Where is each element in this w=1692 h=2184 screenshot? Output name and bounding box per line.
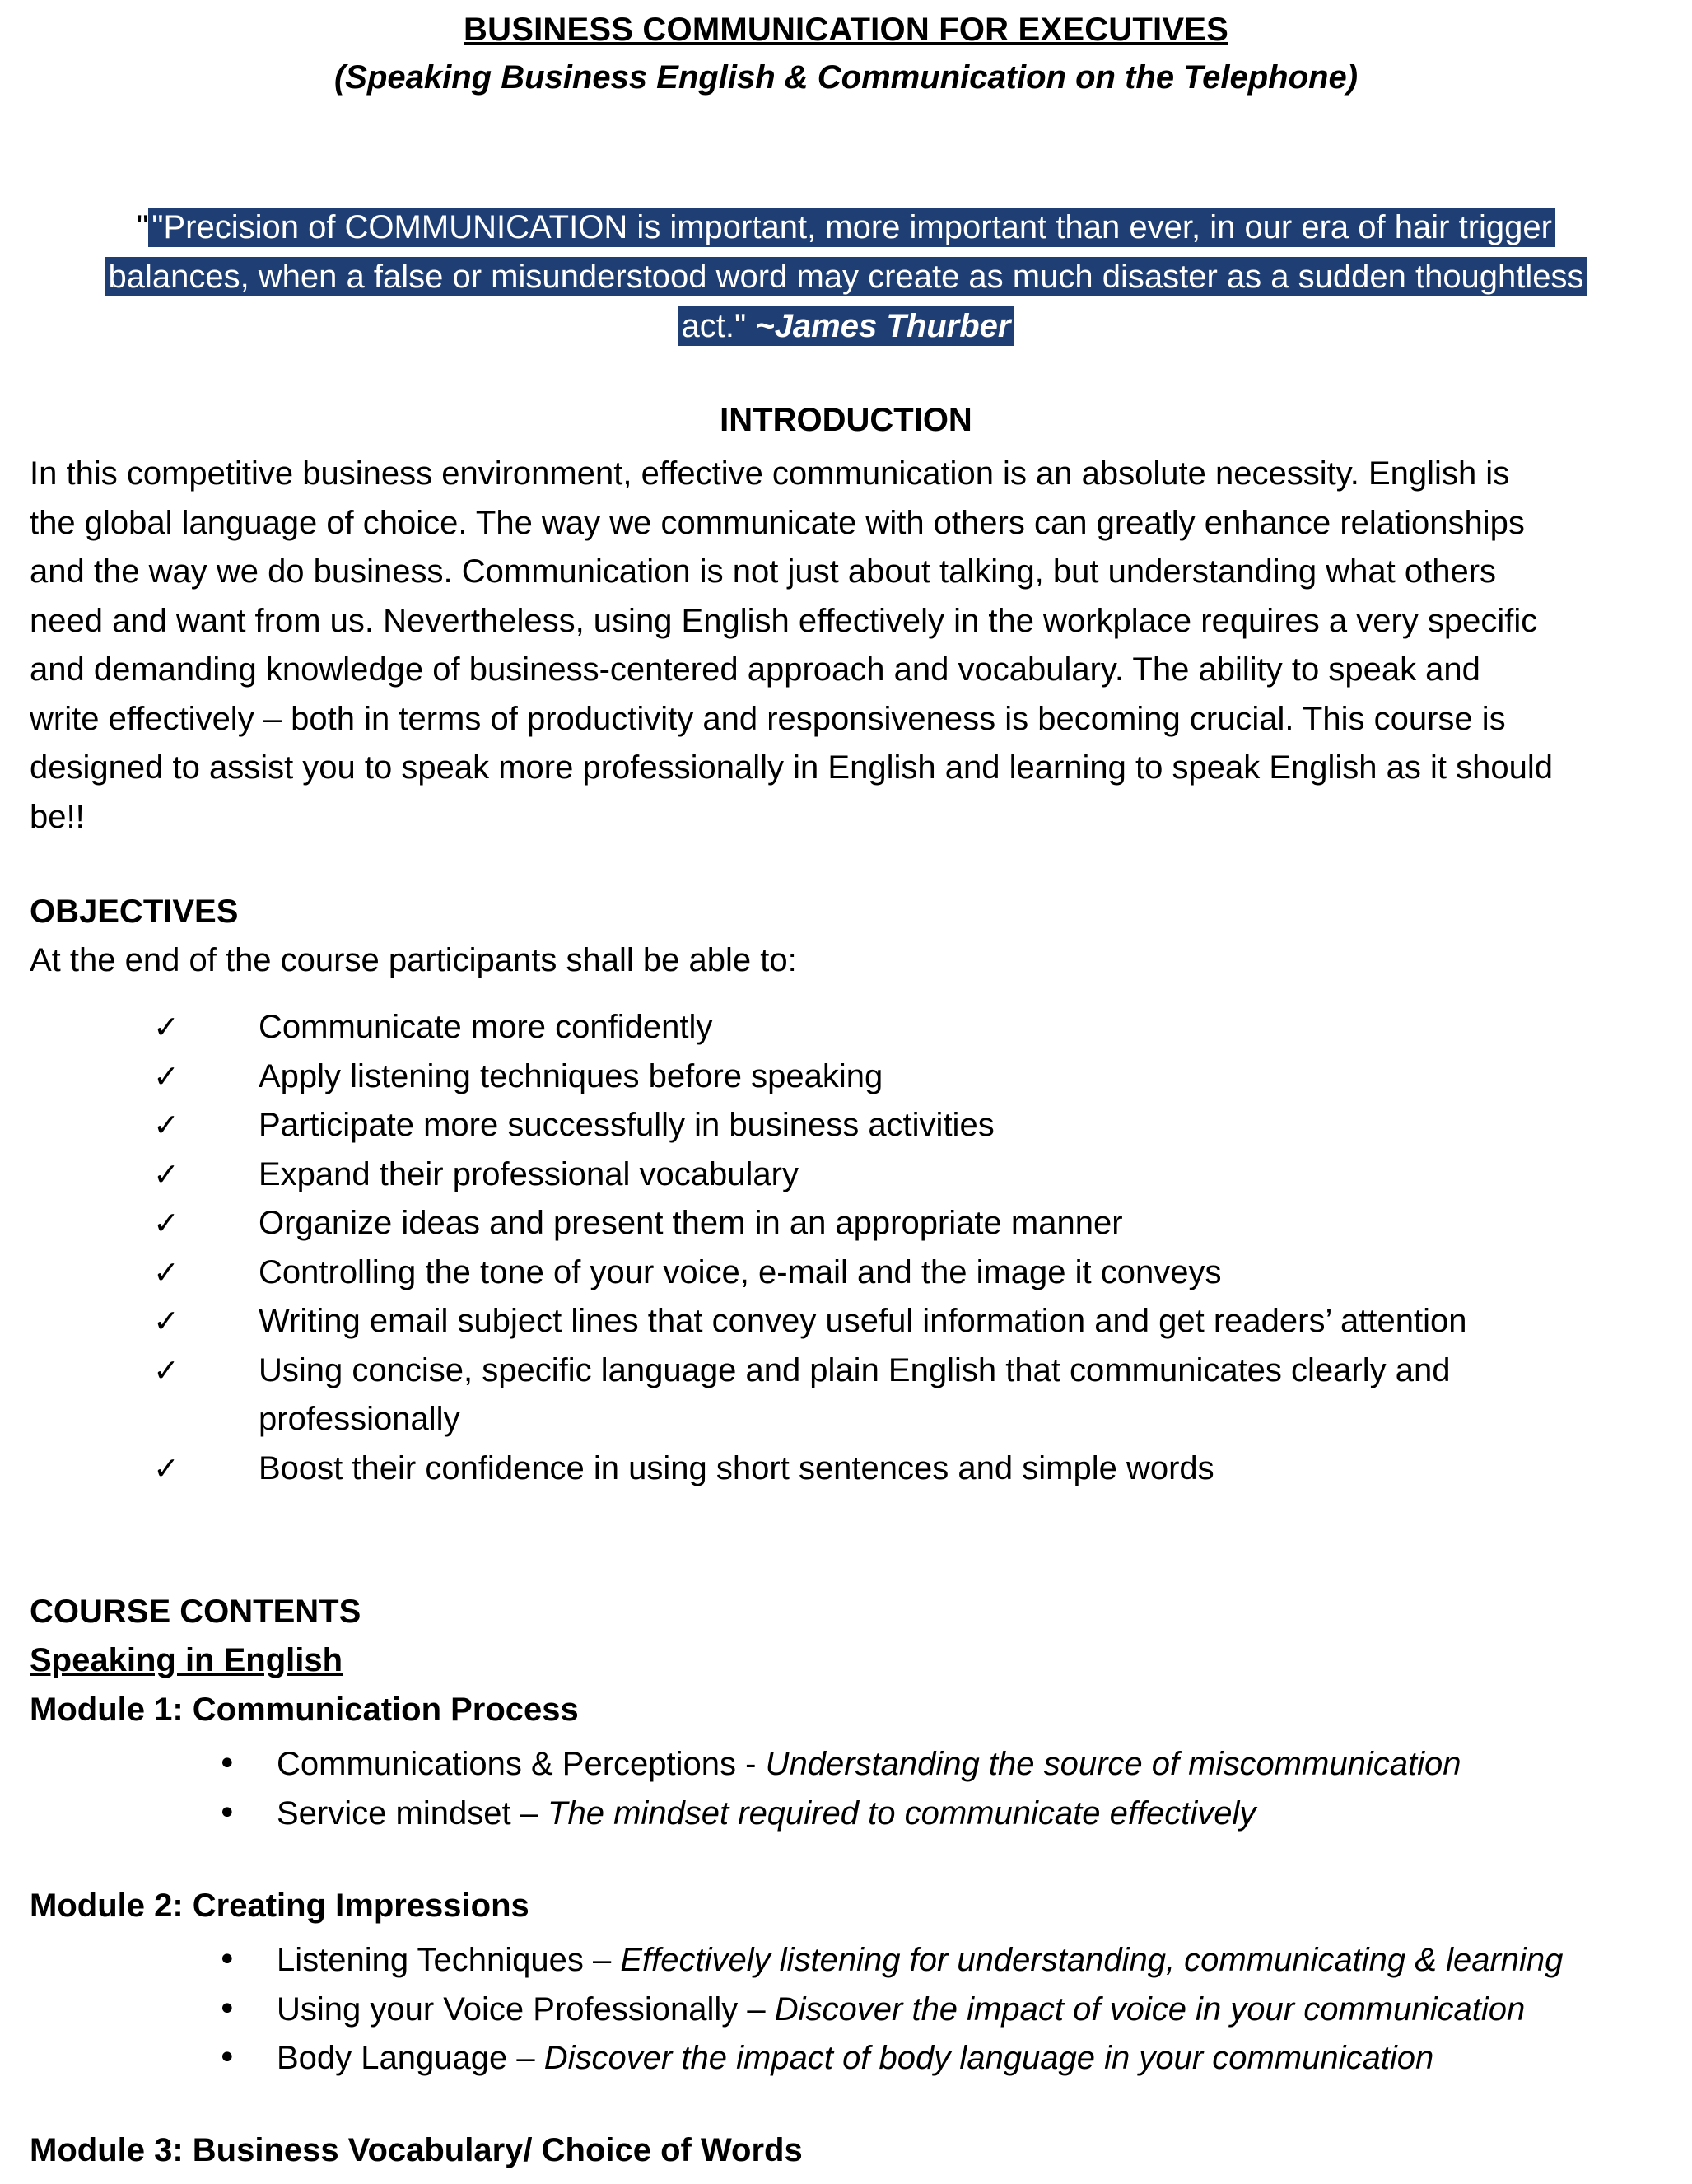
module-item-label: Using your Voice Professionally – xyxy=(277,1990,775,2028)
objective-text-continuation: professionally xyxy=(259,1401,460,1437)
module-item-text xyxy=(277,2034,1433,2084)
module-item-desc: Discover the impact of body language in your communication xyxy=(543,2040,1434,2076)
objective-item xyxy=(0,1248,1692,1298)
module-item-label: Body Language – xyxy=(277,2040,544,2076)
objectives-lead: At the end of the course participants shall be able to: xyxy=(30,942,797,978)
document-subtitle: (Speaking Business English & Communication on the Telephone) xyxy=(333,59,1359,96)
intro-line: write effectively – both in terms of productivity and responsiveness is becoming crucial. This course is xyxy=(30,700,1506,737)
objective-item xyxy=(0,1444,1692,1494)
module-item xyxy=(0,1986,1692,2035)
quote-text-1: "Precision of COMMUNICATION is important, more important than ever, in our era of hair trigger xyxy=(148,208,1555,247)
objective-text: Participate more successfully in business activities xyxy=(259,1107,995,1143)
quote-text-3 xyxy=(678,306,1014,346)
quote-line-2 xyxy=(0,252,1692,301)
quote-text-2: balances, when a false or misunderstood word may create as much disaster as a sudden thoughtless xyxy=(105,257,1587,296)
intro-line: the global language of choice. The way we communicate with others can greatly enhance relationships xyxy=(30,504,1525,541)
intro-line: and the way we do business. Communication is not just about talking, but understanding what others xyxy=(30,553,1497,590)
checkmark-icon: ✓ xyxy=(153,1449,179,1486)
objectives-list xyxy=(0,1003,1692,1493)
quote-line-3 xyxy=(0,301,1692,351)
module-item xyxy=(0,1790,1692,1839)
checkmark-icon: ✓ xyxy=(153,1303,179,1339)
checkmark-icon: ✓ xyxy=(153,1351,179,1388)
bullet-icon: • xyxy=(217,1745,237,1783)
objective-text: Apply listening techniques before speaking xyxy=(259,1057,883,1094)
intro-line: and demanding knowledge of business-centered approach and vocabulary. The ability to speak and xyxy=(30,651,1480,688)
introduction-paragraph xyxy=(30,450,1660,842)
quote-author: ~James Thurber xyxy=(755,308,1011,344)
module-item-desc: Understanding the source of miscommunication xyxy=(765,1746,1461,1782)
module-item-text xyxy=(277,1740,1461,1790)
checkmark-icon: ✓ xyxy=(153,1107,179,1143)
objective-text: Boost their confidence in using short sentences and simple words xyxy=(259,1449,1214,1486)
objective-text: Writing email subject lines that convey useful information and get readers’ attention xyxy=(259,1303,1467,1339)
objective-item xyxy=(0,1150,1692,1200)
intro-line: In this competitive business environment, effective communication is an absolute necessity. English is xyxy=(30,455,1510,492)
checkmark-icon: ✓ xyxy=(153,1253,179,1290)
objective-text xyxy=(259,1346,1450,1444)
module-1-list xyxy=(0,1740,1692,1838)
module-title: Module 2: Creating Impressions xyxy=(30,1888,529,1924)
intro-line: designed to assist you to speak more professionally in English and learning to speak English as it should xyxy=(30,749,1553,786)
module-title: Module 1: Communication Process xyxy=(30,1692,579,1728)
bullet-icon: • xyxy=(217,1794,237,1832)
quote-block xyxy=(0,203,1692,351)
quote-text-3-body: act." xyxy=(681,308,756,344)
intro-line: be!! xyxy=(30,798,85,835)
objective-item xyxy=(0,1052,1692,1102)
section-heading: Speaking in English xyxy=(30,1642,343,1678)
document-title: BUSINESS COMMUNICATION FOR EXECUTIVES xyxy=(464,12,1228,48)
objective-text: Controlling the tone of your voice, e-mail and the image it conveys xyxy=(259,1253,1222,1290)
objective-text: Organize ideas and present them in an appropriate manner xyxy=(259,1205,1123,1241)
checkmark-icon: ✓ xyxy=(153,1009,179,1045)
module-item-label: Communications & Perceptions - xyxy=(277,1746,766,1782)
quote-line-1 xyxy=(0,203,1692,252)
quote-lead-mark: " xyxy=(137,209,149,245)
objective-item xyxy=(0,1297,1692,1346)
intro-line: need and want from us. Nevertheless, using English effectively in the workplace requires a very specific xyxy=(30,602,1538,639)
objective-item xyxy=(0,1199,1692,1248)
module-item-text xyxy=(277,1790,1256,1839)
module-item-label: Listening Techniques – xyxy=(277,1942,621,1978)
module-item-desc: The mindset required to communicate effectively xyxy=(548,1794,1256,1832)
module-item xyxy=(0,1936,1692,1986)
bullet-icon: • xyxy=(217,1941,237,1979)
module-item-label: Service mindset – xyxy=(277,1794,548,1832)
module-item-text xyxy=(277,1936,1563,1986)
module-2-list xyxy=(0,1936,1692,2084)
module-title: Module 3: Business Vocabulary/ Choice of Words xyxy=(30,2132,803,2168)
bullet-icon: • xyxy=(217,1990,237,2028)
objective-item xyxy=(0,1346,1692,1444)
module-item-desc: Discover the impact of voice in your communication xyxy=(774,1990,1526,2028)
checkmark-icon: ✓ xyxy=(153,1205,179,1241)
objective-text-line: Using concise, specific language and plain English that communicates clearly and xyxy=(259,1351,1451,1388)
checkmark-icon: ✓ xyxy=(153,1057,179,1094)
objective-item xyxy=(0,1101,1692,1150)
course-contents-heading: COURSE CONTENTS xyxy=(30,1594,361,1630)
module-item xyxy=(0,1740,1692,1790)
objective-item xyxy=(0,1003,1692,1052)
introduction-heading: INTRODUCTION xyxy=(720,402,972,438)
module-item-text xyxy=(277,1986,1525,2035)
bullet-icon: • xyxy=(217,2039,237,2077)
module-item-desc: Effectively listening for understanding, communicating & learning xyxy=(620,1942,1564,1978)
checkmark-icon: ✓ xyxy=(153,1155,179,1192)
objective-text: Expand their professional vocabulary xyxy=(259,1155,799,1192)
objective-text: Communicate more confidently xyxy=(259,1009,713,1045)
objectives-heading: OBJECTIVES xyxy=(30,894,239,930)
module-item xyxy=(0,2034,1692,2084)
